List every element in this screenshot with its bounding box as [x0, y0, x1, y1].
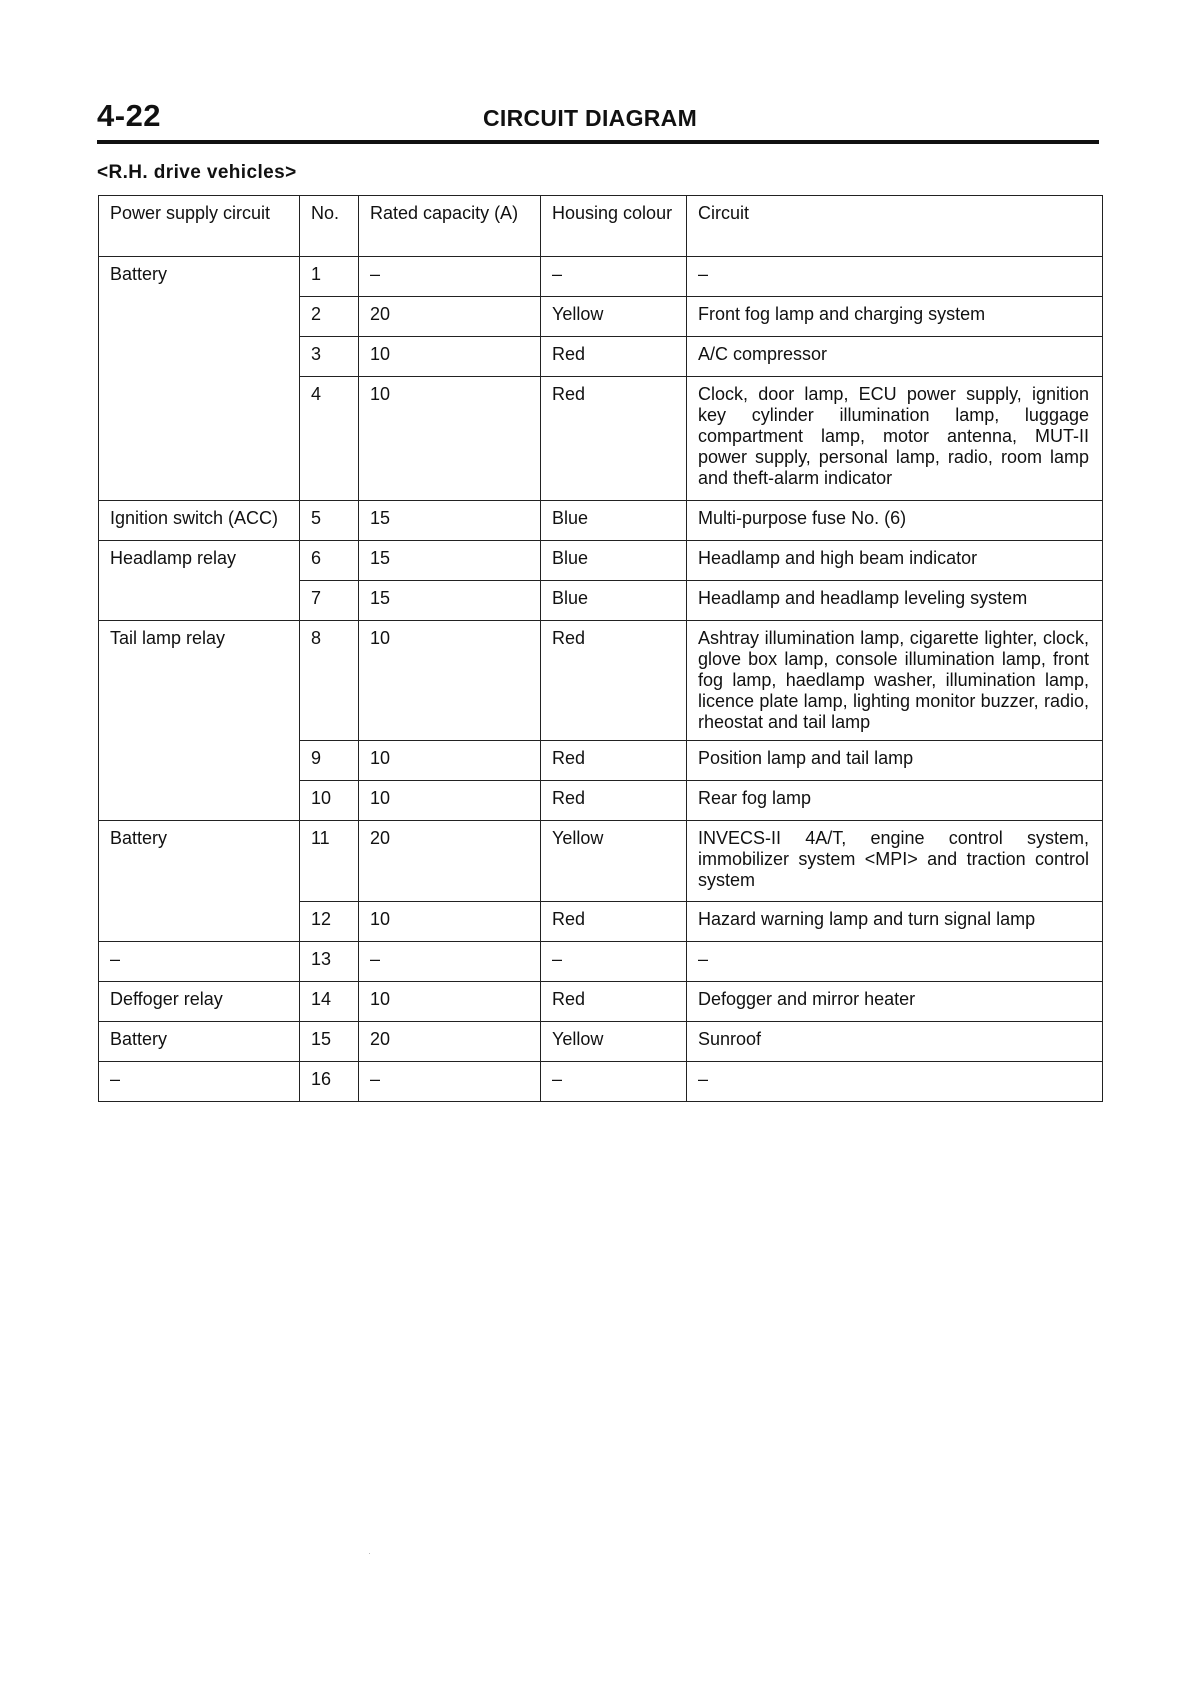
fuse-no-cell: 8: [300, 621, 359, 741]
circuit-cell: Ashtray illumination lamp, cigarette lighter, clock, glove box lamp, console illumination lamp, front fog lamp, haedlamp washer, illumination lamp, licence plate lamp, lighting monitor buzzer, radio, rheostat and tail lamp: [687, 621, 1103, 741]
colour-cell: –: [541, 1062, 687, 1102]
table-row: [99, 257, 1103, 297]
capacity-cell: 10: [359, 377, 541, 501]
capacity-cell: 20: [359, 1022, 541, 1062]
circuit-cell: Defogger and mirror heater: [687, 982, 1103, 1022]
power-supply-cell: Battery: [99, 1022, 300, 1062]
fuse-no-cell: 3: [300, 337, 359, 377]
power-supply-cell: Battery: [99, 821, 300, 942]
colour-cell: Red: [541, 377, 687, 501]
capacity-cell: –: [359, 1062, 541, 1102]
colour-cell: Yellow: [541, 1022, 687, 1062]
fuse-no-cell: 6: [300, 541, 359, 581]
power-supply-cell: Tail lamp relay: [99, 621, 300, 821]
circuit-cell: Headlamp and headlamp leveling system: [687, 581, 1103, 621]
circuit-cell: –: [687, 942, 1103, 982]
column-header-housing-colour: Housing colour: [541, 196, 687, 257]
table-header-row: [99, 196, 1103, 257]
fuse-no-cell: 1: [300, 257, 359, 297]
colour-cell: Red: [541, 337, 687, 377]
fuse-no-cell: 9: [300, 741, 359, 781]
colour-cell: Red: [541, 621, 687, 741]
colour-cell: Red: [541, 902, 687, 942]
fuse-no-cell: 5: [300, 501, 359, 541]
fuse-no-cell: 13: [300, 942, 359, 982]
colour-cell: Red: [541, 781, 687, 821]
power-supply-cell: Deffoger relay: [99, 982, 300, 1022]
fuse-no-cell: 14: [300, 982, 359, 1022]
circuit-cell: –: [687, 1062, 1103, 1102]
capacity-cell: –: [359, 942, 541, 982]
circuit-cell: Multi-purpose fuse No. (6): [687, 501, 1103, 541]
capacity-cell: 10: [359, 337, 541, 377]
page-header: [97, 98, 1099, 144]
capacity-cell: 10: [359, 982, 541, 1022]
colour-cell: Yellow: [541, 297, 687, 337]
capacity-cell: 10: [359, 781, 541, 821]
colour-cell: –: [541, 257, 687, 297]
colour-cell: Blue: [541, 501, 687, 541]
fuse-no-cell: 10: [300, 781, 359, 821]
fuse-no-cell: 16: [300, 1062, 359, 1102]
table-row: [99, 821, 1103, 902]
capacity-cell: 10: [359, 621, 541, 741]
table-row: [99, 501, 1103, 541]
table-row: [99, 982, 1103, 1022]
capacity-cell: 10: [359, 741, 541, 781]
circuit-cell: A/C compressor: [687, 337, 1103, 377]
colour-cell: Yellow: [541, 821, 687, 902]
power-supply-cell: Headlamp relay: [99, 541, 300, 621]
colour-cell: Blue: [541, 581, 687, 621]
fuse-no-cell: 7: [300, 581, 359, 621]
colour-cell: Red: [541, 982, 687, 1022]
colour-cell: Blue: [541, 541, 687, 581]
fuse-table: [98, 195, 1103, 1102]
capacity-cell: 10: [359, 902, 541, 942]
circuit-cell: Front fog lamp and charging system: [687, 297, 1103, 337]
circuit-cell: INVECS-II 4A/T, engine control system, immobilizer system <MPI> and traction control system: [687, 821, 1103, 902]
fuse-no-cell: 11: [300, 821, 359, 902]
fuse-no-cell: 15: [300, 1022, 359, 1062]
column-header-no: No.: [300, 196, 359, 257]
fuse-no-cell: 4: [300, 377, 359, 501]
table-row: [99, 541, 1103, 581]
circuit-cell: –: [687, 257, 1103, 297]
circuit-cell: Headlamp and high beam indicator: [687, 541, 1103, 581]
capacity-cell: 15: [359, 581, 541, 621]
capacity-cell: 15: [359, 541, 541, 581]
table-row: [99, 621, 1103, 741]
power-supply-cell: Battery: [99, 257, 300, 501]
colour-cell: –: [541, 942, 687, 982]
circuit-cell: Sunroof: [687, 1022, 1103, 1062]
table-row: [99, 1062, 1103, 1102]
section-heading: <R.H. drive vehicles>: [97, 162, 297, 183]
circuit-cell: Clock, door lamp, ECU power supply, ignition key cylinder illumination lamp, luggage compartment lamp, motor antenna, MUT-II power supply, personal lamp, radio, room lamp and theft-alarm indicator: [687, 377, 1103, 501]
capacity-cell: –: [359, 257, 541, 297]
table-row: [99, 1022, 1103, 1062]
column-header-rated-capacity: Rated capacity (A): [359, 196, 541, 257]
capacity-cell: 20: [359, 821, 541, 902]
column-header-power-supply: Power supply circuit: [99, 196, 300, 257]
table-row: [99, 942, 1103, 982]
capacity-cell: 20: [359, 297, 541, 337]
power-supply-cell: –: [99, 942, 300, 982]
fuse-no-cell: 2: [300, 297, 359, 337]
circuit-cell: Position lamp and tail lamp: [687, 741, 1103, 781]
circuit-cell: Hazard warning lamp and turn signal lamp: [687, 902, 1103, 942]
capacity-cell: 15: [359, 501, 541, 541]
colour-cell: Red: [541, 741, 687, 781]
fuse-no-cell: 12: [300, 902, 359, 942]
page-title: CIRCUIT DIAGRAM: [483, 105, 698, 131]
column-header-circuit: Circuit: [687, 196, 1103, 257]
page-number: 4-22: [97, 98, 162, 133]
circuit-cell: Rear fog lamp: [687, 781, 1103, 821]
power-supply-cell: Ignition switch (ACC): [99, 501, 300, 541]
scan-speck: [369, 1553, 370, 1554]
power-supply-cell: –: [99, 1062, 300, 1102]
